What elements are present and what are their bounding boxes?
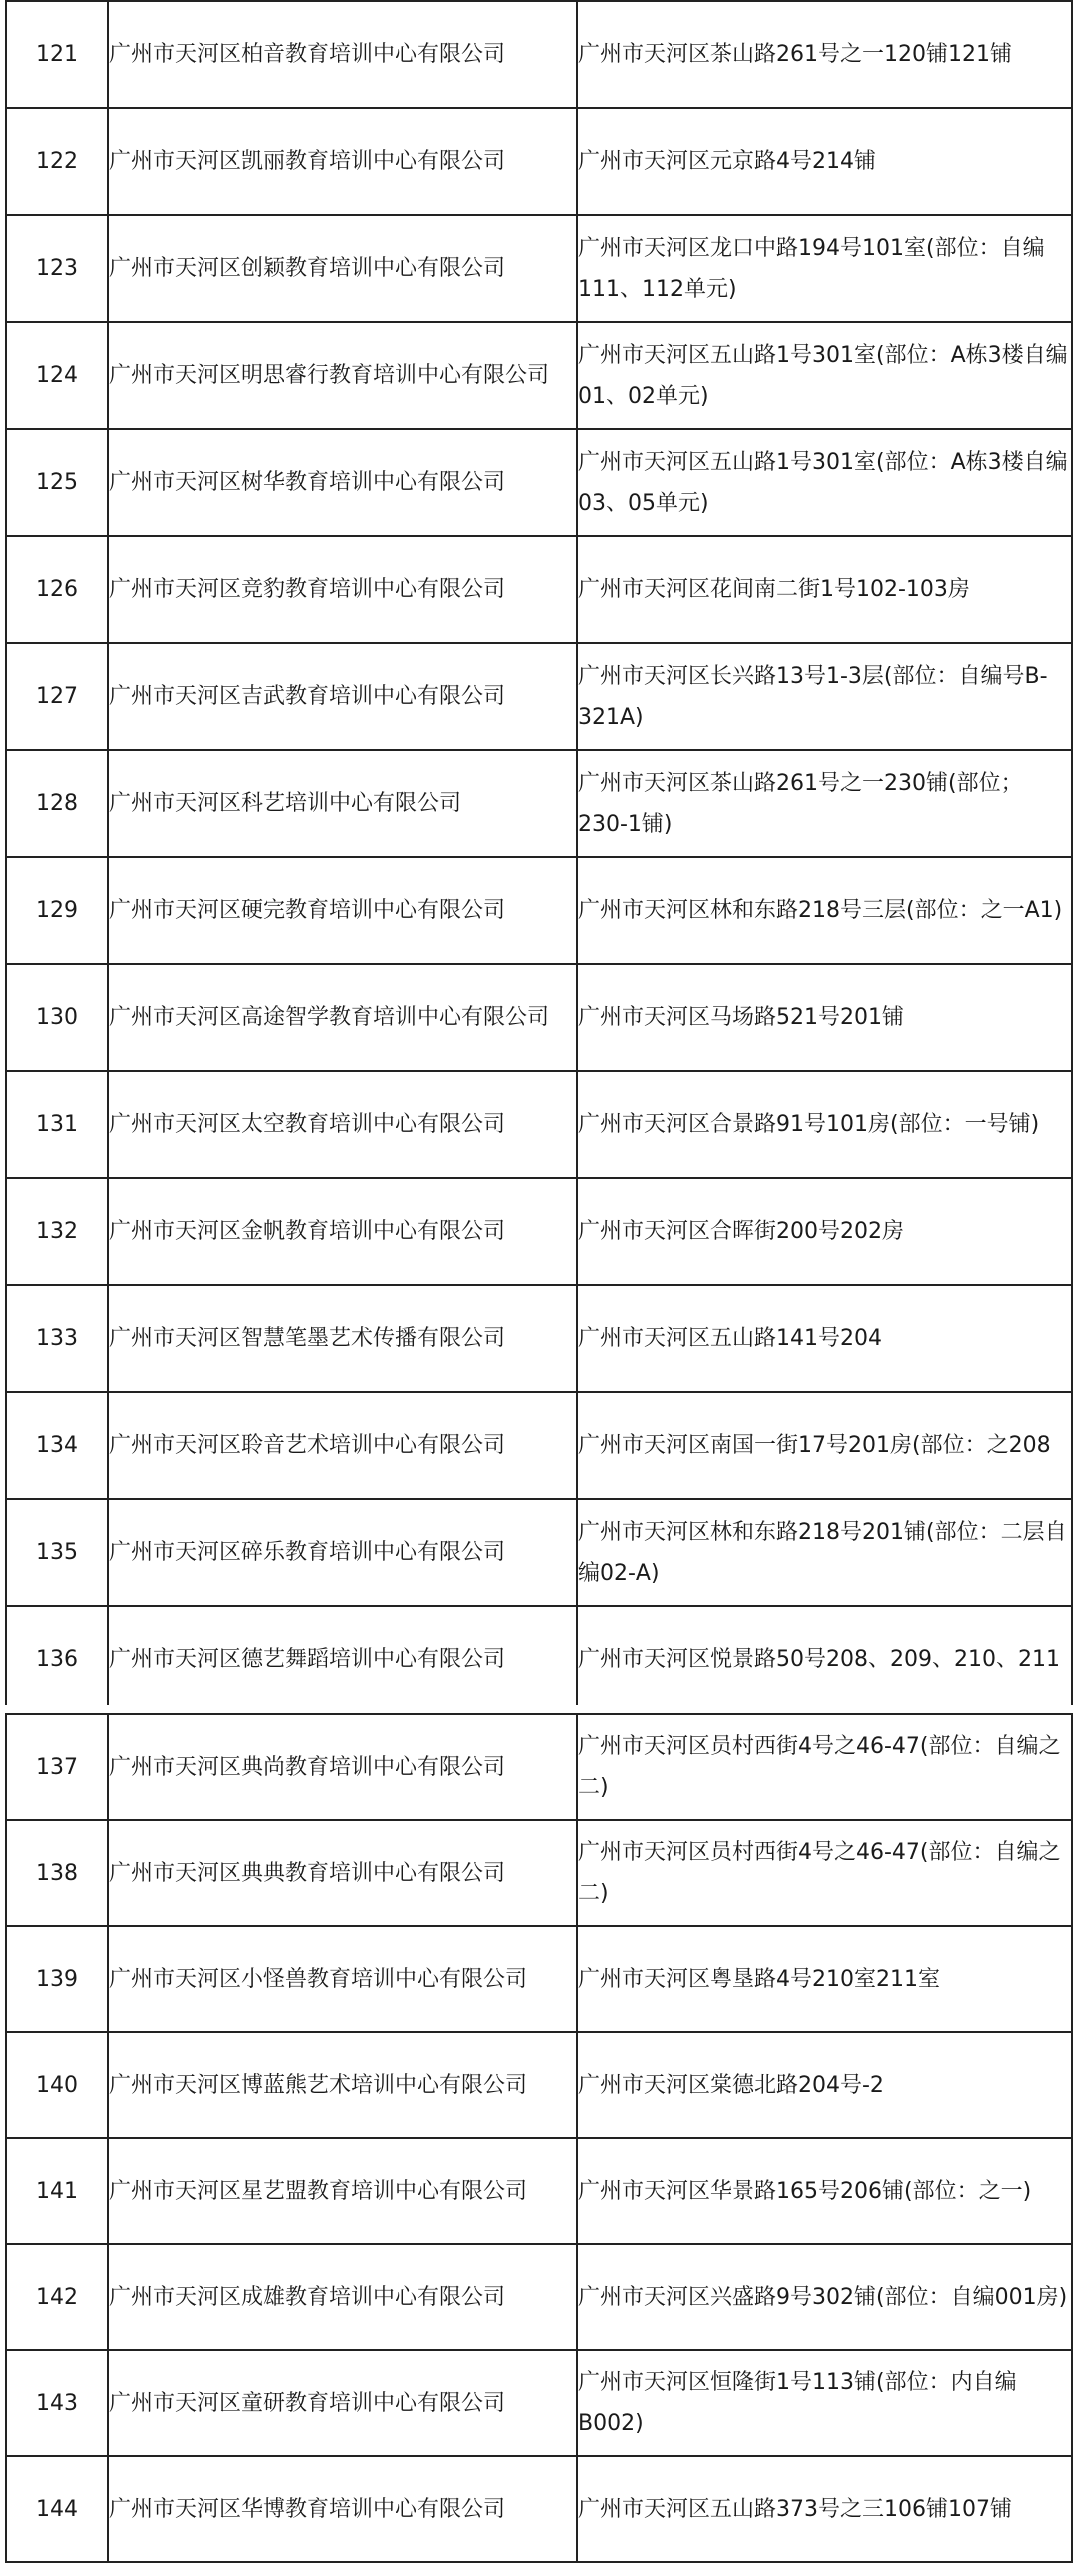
institution-address: 广州市天河区粤垦路4号210室211室 [577, 1926, 1072, 2032]
institution-name: 广州市天河区太空教育培训中心有限公司 [108, 1071, 577, 1178]
institution-table-part2 [5, 1713, 1073, 2563]
row-number: 127 [6, 643, 108, 750]
table-row [6, 1, 1072, 108]
table-row [6, 536, 1072, 643]
table-row [6, 215, 1072, 322]
table-row [6, 857, 1072, 964]
table-row [6, 1285, 1072, 1392]
row-number: 129 [6, 857, 108, 964]
institution-address: 广州市天河区林和东路218号三层(部位：之一A1) [577, 857, 1072, 964]
table-row [6, 2138, 1072, 2244]
table-row [6, 964, 1072, 1071]
institution-address: 广州市天河区兴盛路9号302铺(部位：自编001房) [577, 2244, 1072, 2350]
institution-name: 广州市天河区博蓝熊艺术培训中心有限公司 [108, 2032, 577, 2138]
institution-address: 广州市天河区马场路521号201铺 [577, 964, 1072, 1071]
row-number: 143 [6, 2350, 108, 2456]
row-number: 126 [6, 536, 108, 643]
table-row [6, 429, 1072, 536]
institution-name: 广州市天河区明思睿行教育培训中心有限公司 [108, 322, 577, 429]
institution-name: 广州市天河区硬完教育培训中心有限公司 [108, 857, 577, 964]
row-number: 140 [6, 2032, 108, 2138]
institution-address: 广州市天河区五山路373号之三106铺107铺 [577, 2456, 1072, 2562]
row-number: 138 [6, 1820, 108, 1926]
row-number: 137 [6, 1714, 108, 1820]
institution-address: 广州市天河区悦景路50号208、209、210、211 [577, 1606, 1072, 1713]
row-number: 123 [6, 215, 108, 322]
institution-address: 广州市天河区员村西街4号之46-47(部位：自编之二) [577, 1714, 1072, 1820]
institution-name: 广州市天河区小怪兽教育培训中心有限公司 [108, 1926, 577, 2032]
institution-name: 广州市天河区华博教育培训中心有限公司 [108, 2456, 577, 2562]
institution-address: 广州市天河区茶山路261号之一230铺(部位；230-1铺) [577, 750, 1072, 857]
institution-name: 广州市天河区童研教育培训中心有限公司 [108, 2350, 577, 2456]
institution-name: 广州市天河区聆音艺术培训中心有限公司 [108, 1392, 577, 1499]
institution-address: 广州市天河区林和东路218号201铺(部位：二层自编02-A) [577, 1499, 1072, 1606]
row-number: 128 [6, 750, 108, 857]
table-row [6, 1820, 1072, 1926]
table-row [6, 1714, 1072, 1820]
institution-address: 广州市天河区华景路165号206铺(部位：之一) [577, 2138, 1072, 2244]
table-row [6, 1392, 1072, 1499]
row-number: 124 [6, 322, 108, 429]
institution-name: 广州市天河区智慧笔墨艺术传播有限公司 [108, 1285, 577, 1392]
institution-name: 广州市天河区树华教育培训中心有限公司 [108, 429, 577, 536]
institution-name: 广州市天河区吉武教育培训中心有限公司 [108, 643, 577, 750]
table-row [6, 108, 1072, 215]
table-row [6, 1178, 1072, 1285]
row-number: 121 [6, 1, 108, 108]
row-number: 144 [6, 2456, 108, 2562]
table-split-gap [0, 1705, 1080, 1713]
institution-address: 广州市天河区恒隆街1号113铺(部位：内自编B002) [577, 2350, 1072, 2456]
institution-address: 广州市天河区元京路4号214铺 [577, 108, 1072, 215]
institution-address: 广州市天河区龙口中路194号101室(部位：自编111、112单元) [577, 215, 1072, 322]
row-number: 125 [6, 429, 108, 536]
table-row [6, 1606, 1072, 1713]
row-number: 135 [6, 1499, 108, 1606]
institution-name: 广州市天河区典典教育培训中心有限公司 [108, 1820, 577, 1926]
row-number: 122 [6, 108, 108, 215]
row-number: 133 [6, 1285, 108, 1392]
institution-address: 广州市天河区员村西街4号之46-47(部位：自编之二) [577, 1820, 1072, 1926]
institution-name: 广州市天河区科艺培训中心有限公司 [108, 750, 577, 857]
table-row [6, 2350, 1072, 2456]
institution-name: 广州市天河区竞豹教育培训中心有限公司 [108, 536, 577, 643]
table-row [6, 750, 1072, 857]
table-row [6, 1071, 1072, 1178]
institution-address: 广州市天河区南国一街17号201房(部位：之208 [577, 1392, 1072, 1499]
row-number: 134 [6, 1392, 108, 1499]
institution-name: 广州市天河区星艺盟教育培训中心有限公司 [108, 2138, 577, 2244]
table-row [6, 2032, 1072, 2138]
institution-address: 广州市天河区五山路1号301室(部位：A栋3楼自编03、05单元) [577, 429, 1072, 536]
institution-name: 广州市天河区柏音教育培训中心有限公司 [108, 1, 577, 108]
institution-name: 广州市天河区碎乐教育培训中心有限公司 [108, 1499, 577, 1606]
institution-name: 广州市天河区金帆教育培训中心有限公司 [108, 1178, 577, 1285]
row-number: 142 [6, 2244, 108, 2350]
institution-address: 广州市天河区棠德北路204号-2 [577, 2032, 1072, 2138]
institution-name: 广州市天河区成雄教育培训中心有限公司 [108, 2244, 577, 2350]
table-row [6, 2244, 1072, 2350]
row-number: 130 [6, 964, 108, 1071]
table-row [6, 2456, 1072, 2562]
row-number: 131 [6, 1071, 108, 1178]
row-number: 139 [6, 1926, 108, 2032]
institution-name: 广州市天河区德艺舞蹈培训中心有限公司 [108, 1606, 577, 1713]
institution-address: 广州市天河区花间南二街1号102-103房 [577, 536, 1072, 643]
institution-address: 广州市天河区茶山路261号之一120铺121铺 [577, 1, 1072, 108]
institution-address: 广州市天河区合景路91号101房(部位：一号铺) [577, 1071, 1072, 1178]
institution-name: 广州市天河区凯丽教育培训中心有限公司 [108, 108, 577, 215]
institution-table-part1 [5, 0, 1073, 1714]
institution-address: 广州市天河区五山路141号204 [577, 1285, 1072, 1392]
institution-address: 广州市天河区长兴路13号1-3层(部位：自编号B-321A) [577, 643, 1072, 750]
table-row [6, 643, 1072, 750]
table-row [6, 1926, 1072, 2032]
institution-address: 广州市天河区合晖街200号202房 [577, 1178, 1072, 1285]
institution-name: 广州市天河区高途智学教育培训中心有限公司 [108, 964, 577, 1071]
institution-address: 广州市天河区五山路1号301室(部位：A栋3楼自编01、02单元) [577, 322, 1072, 429]
institution-name: 广州市天河区创颖教育培训中心有限公司 [108, 215, 577, 322]
institution-name: 广州市天河区典尚教育培训中心有限公司 [108, 1714, 577, 1820]
row-number: 132 [6, 1178, 108, 1285]
table-row [6, 322, 1072, 429]
table-row [6, 1499, 1072, 1606]
row-number: 136 [6, 1606, 108, 1713]
row-number: 141 [6, 2138, 108, 2244]
